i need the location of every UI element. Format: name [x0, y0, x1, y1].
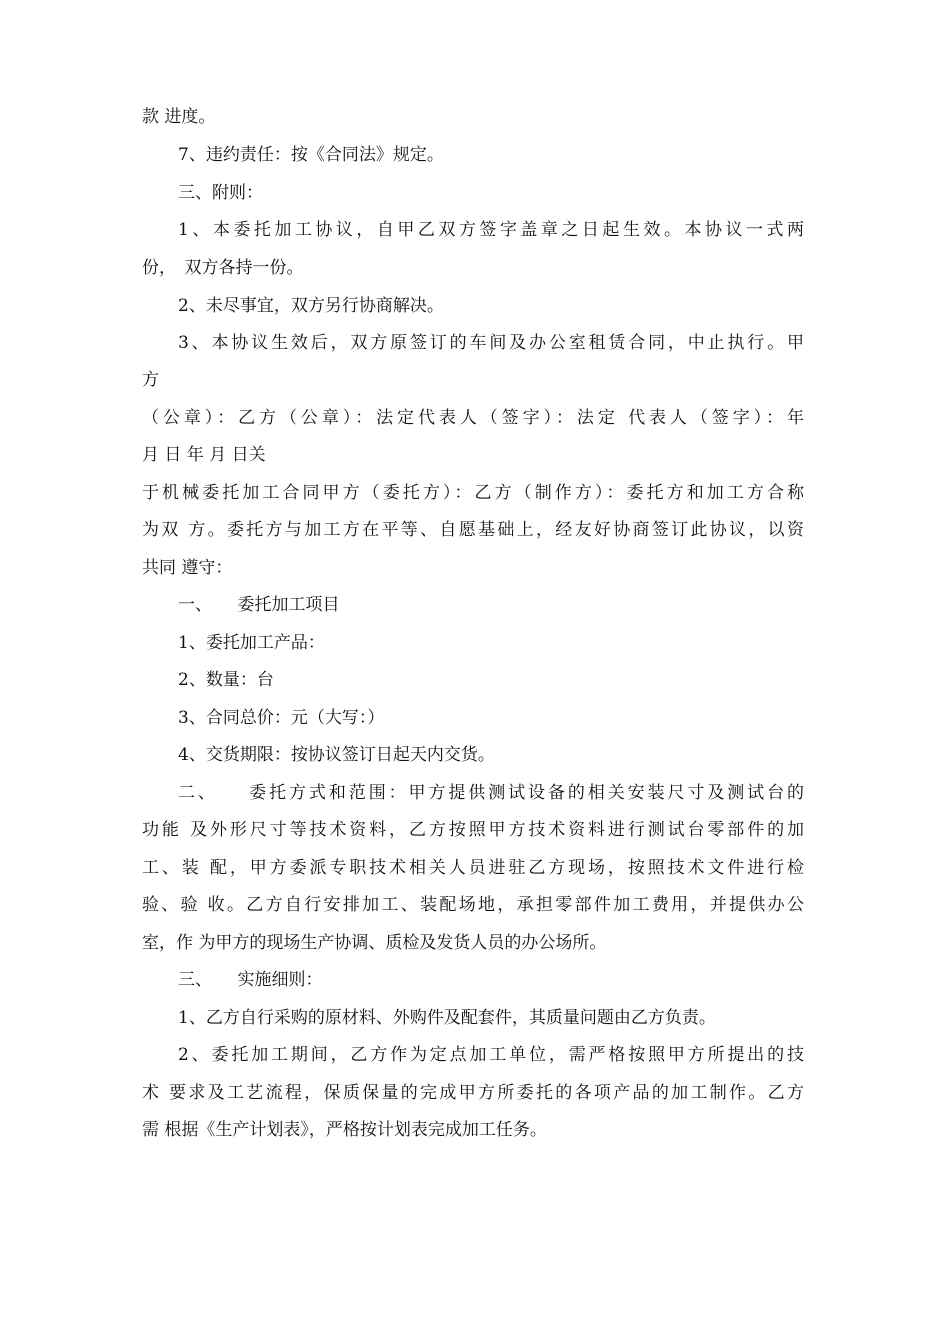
- text-line: 2、委托加工期间，乙方作为定点加工单位，需严格按照甲方所提出的技: [178, 1045, 804, 1065]
- text-line: 需 根据《生产计划表》，严格按计划表完成加工任务。: [142, 1120, 547, 1140]
- text-line: 共同 遵守：: [142, 558, 233, 578]
- text-line: 1、本委托加工协议，自甲乙双方签字盖章之日起生效。本协议一式两: [178, 220, 804, 240]
- text-line: 款 进度。: [142, 107, 216, 127]
- text-line: 验、验 收。乙方自行安排加工、装配场地，承担零部件加工费用，并提供办公: [142, 895, 804, 915]
- text-line: 2、数量：台: [178, 670, 274, 690]
- section-heading: 三、附则：: [178, 183, 263, 203]
- text-line: 方: [142, 370, 159, 390]
- text-line: 3、本协议生效后，双方原签订的车间及办公室租赁合同，中止执行。甲: [178, 333, 804, 353]
- text-line: 1、委托加工产品：: [178, 633, 325, 653]
- text-line: 为双 方。委托方与加工方在平等、自愿基础上，经友好协商签订此协议，以资: [142, 520, 804, 540]
- text-line: 于机械委托加工合同甲方（委托方）：乙方（制作方）：委托方和加工方合称: [142, 483, 804, 503]
- section-heading: 三、 实施细则：: [178, 970, 323, 990]
- section-heading: 一、 委托加工项目: [178, 595, 340, 615]
- text-line: 功能 及外形尺寸等技术资料，乙方按照甲方技术资料进行测试台零部件的加: [142, 820, 804, 840]
- text-line: 4、交货期限：按协议签订日起天内交货。: [178, 745, 495, 765]
- text-line: 份， 双方各持一份。: [142, 258, 304, 278]
- text-line: 1、乙方自行采购的原材料、外购件及配套件，其质量问题由乙方负责。: [178, 1008, 716, 1028]
- text-line: 工、装 配，甲方委派专职技术相关人员进驻乙方现场，按照技术文件进行检: [142, 858, 804, 878]
- text-line: 3、合同总价：元（大写：）: [178, 708, 385, 728]
- text-line: 月 日 年 月 日关: [142, 445, 266, 465]
- text-line: 7、违约责任：按《合同法》规定。: [178, 145, 444, 165]
- section-heading: 二、 委托方式和范围：甲方提供测试设备的相关安装尺寸及测试台的: [178, 783, 804, 803]
- text-line: 术 要求及工艺流程，保质保量的完成甲方所委托的各项产品的加工制作。乙方: [142, 1083, 804, 1103]
- text-line: （公章）：乙方（公章）：法定代表人（签字）：法定 代表人（签字）：年: [142, 408, 804, 428]
- text-line: 室，作 为甲方的现场生产协调、质检及发货人员的办公场所。: [142, 933, 607, 953]
- text-line: 2、未尽事宜，双方另行协商解决。: [178, 296, 444, 316]
